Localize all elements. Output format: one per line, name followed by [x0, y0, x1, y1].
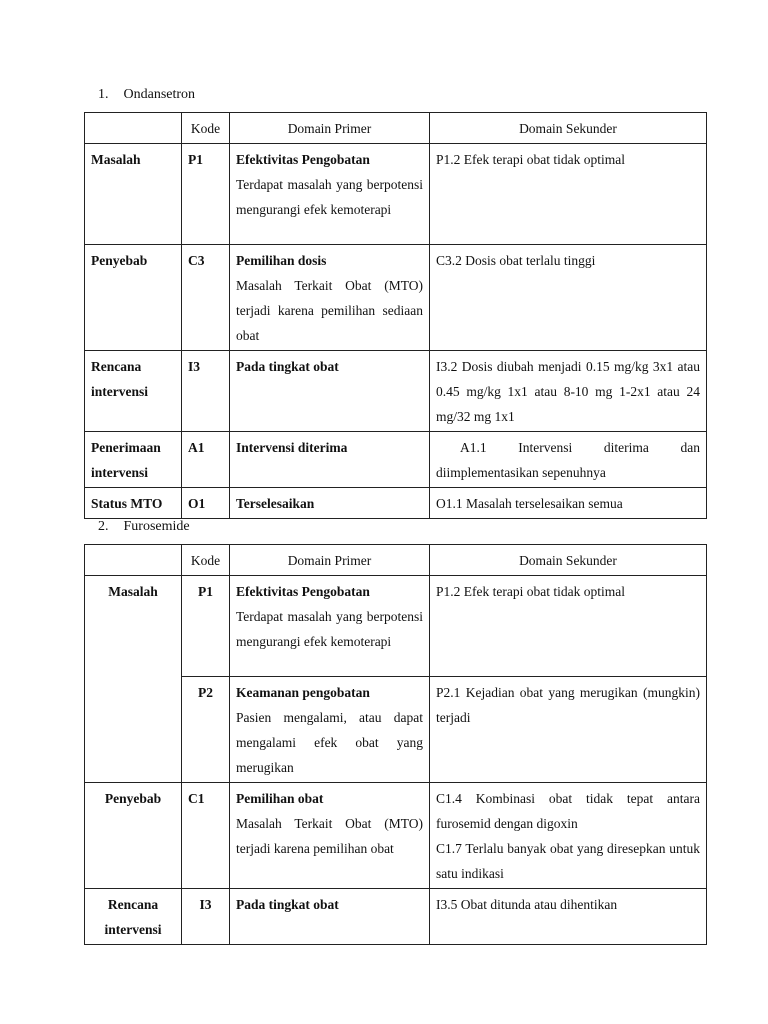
row-secondary-domain — [430, 144, 707, 245]
secondary-text: O1.1 Masalah terselesaikan semua — [436, 496, 623, 511]
primary-title: Terselesaikan — [236, 496, 315, 511]
section-1-title: Ondansetron — [123, 87, 196, 102]
row-label-rencana: Rencana intervensi — [85, 889, 182, 945]
header-domain-primer: Domain Primer — [230, 545, 430, 576]
header-empty — [85, 113, 182, 144]
row-code: C1 — [182, 783, 230, 889]
header-domain-primer: Domain Primer — [230, 113, 430, 144]
secondary-text: C3.2 Dosis obat terlalu tinggi — [436, 253, 596, 268]
row-code: O1 — [182, 488, 230, 519]
row-label: Status MTO — [85, 488, 182, 519]
primary-text: Masalah Terkait Obat (MTO) terjadi karena pemilihan sediaan obat — [236, 278, 423, 343]
row-primary-domain — [230, 488, 430, 519]
section-1-number: 1. — [98, 87, 109, 102]
table-row — [85, 576, 707, 677]
primary-title: Intervensi diterima — [236, 440, 348, 455]
secondary-text: I3.2 Dosis diubah menjadi 0.15 mg/kg 3x1 atau 0.45 mg/kg 1x1 atau 8-10 mg 1-2x1 atau 24 mg/32 mg 1x1 — [436, 359, 700, 424]
row-secondary-domain — [430, 576, 707, 677]
row-secondary-domain — [430, 889, 707, 945]
header-domain-sekunder: Domain Sekunder — [430, 113, 707, 144]
header-domain-sekunder: Domain Sekunder — [430, 545, 707, 576]
primary-text: Terdapat masalah yang berpotensi mengurangi efek kemoterapi — [236, 177, 423, 217]
table-header-row — [85, 113, 707, 144]
row-label: Penyebab — [85, 245, 182, 351]
row-secondary-domain — [430, 351, 707, 432]
section-2-title: Furosemide — [123, 519, 190, 534]
table-row — [85, 783, 707, 889]
secondary-text: P2.1 Kejadian obat yang merugikan (mungkin) terjadi — [436, 685, 700, 725]
row-code: A1 — [182, 432, 230, 488]
table-row — [85, 144, 707, 245]
primary-title: Keamanan pengobatan — [236, 685, 370, 700]
secondary-text: P1.2 Efek terapi obat tidak optimal — [436, 152, 625, 167]
row-code: P1 — [182, 576, 230, 677]
secondary-text: P1.2 Efek terapi obat tidak optimal — [436, 584, 625, 599]
header-kode: Kode — [182, 113, 230, 144]
primary-text: Masalah Terkait Obat (MTO) terjadi karena pemilihan obat — [236, 816, 423, 856]
row-secondary-domain — [430, 677, 707, 783]
row-label: Rencana intervensi — [85, 351, 182, 432]
row-code: P1 — [182, 144, 230, 245]
row-primary-domain — [230, 432, 430, 488]
row-secondary-domain — [430, 488, 707, 519]
row-code: I3 — [182, 351, 230, 432]
row-secondary-domain — [430, 245, 707, 351]
row-label: Penerimaan intervensi — [85, 432, 182, 488]
primary-title: Pemilihan obat — [236, 791, 324, 806]
table-row — [85, 488, 707, 519]
secondary-text: A1.1 Intervensi diterima dan diimplementasikan sepenuhnya — [436, 440, 700, 480]
header-empty — [85, 545, 182, 576]
primary-title: Efektivitas Pengobatan — [236, 584, 370, 599]
table-row — [85, 889, 707, 945]
ondansetron-table — [84, 112, 707, 519]
primary-title: Pada tingkat obat — [236, 897, 339, 912]
row-primary-domain — [230, 783, 430, 889]
row-label-masalah: Masalah — [85, 576, 182, 783]
furosemide-table — [84, 544, 707, 945]
section-2-heading — [98, 519, 190, 535]
table-row — [85, 351, 707, 432]
primary-text: Terdapat masalah yang berpotensi mengurangi efek kemoterapi — [236, 609, 423, 649]
row-primary-domain — [230, 576, 430, 677]
row-code: C3 — [182, 245, 230, 351]
table-row — [85, 245, 707, 351]
row-primary-domain — [230, 889, 430, 945]
primary-title: Pada tingkat obat — [236, 359, 339, 374]
row-code: I3 — [182, 889, 230, 945]
secondary-text-1: C1.4 Kombinasi obat tidak tepat antara furosemid dengan digoxin — [436, 791, 700, 831]
row-primary-domain — [230, 677, 430, 783]
primary-text: Pasien mengalami, atau dapat mengalami efek obat yang merugikan — [236, 710, 423, 775]
primary-title: Efektivitas Pengobatan — [236, 152, 370, 167]
table-row — [85, 432, 707, 488]
table-header-row — [85, 545, 707, 576]
secondary-text-2: C1.7 Terlalu banyak obat yang diresepkan untuk satu indikasi — [436, 841, 700, 881]
row-primary-domain — [230, 144, 430, 245]
secondary-text: I3.5 Obat ditunda atau dihentikan — [436, 897, 618, 912]
section-2-number: 2. — [98, 519, 109, 534]
primary-title: Pemilihan dosis — [236, 253, 327, 268]
row-code: P2 — [182, 677, 230, 783]
section-1-heading — [98, 87, 195, 103]
row-secondary-domain — [430, 432, 707, 488]
row-primary-domain — [230, 245, 430, 351]
row-label-penyebab: Penyebab — [85, 783, 182, 889]
header-kode: Kode — [182, 545, 230, 576]
row-primary-domain — [230, 351, 430, 432]
row-label: Masalah — [85, 144, 182, 245]
row-secondary-domain — [430, 783, 707, 889]
